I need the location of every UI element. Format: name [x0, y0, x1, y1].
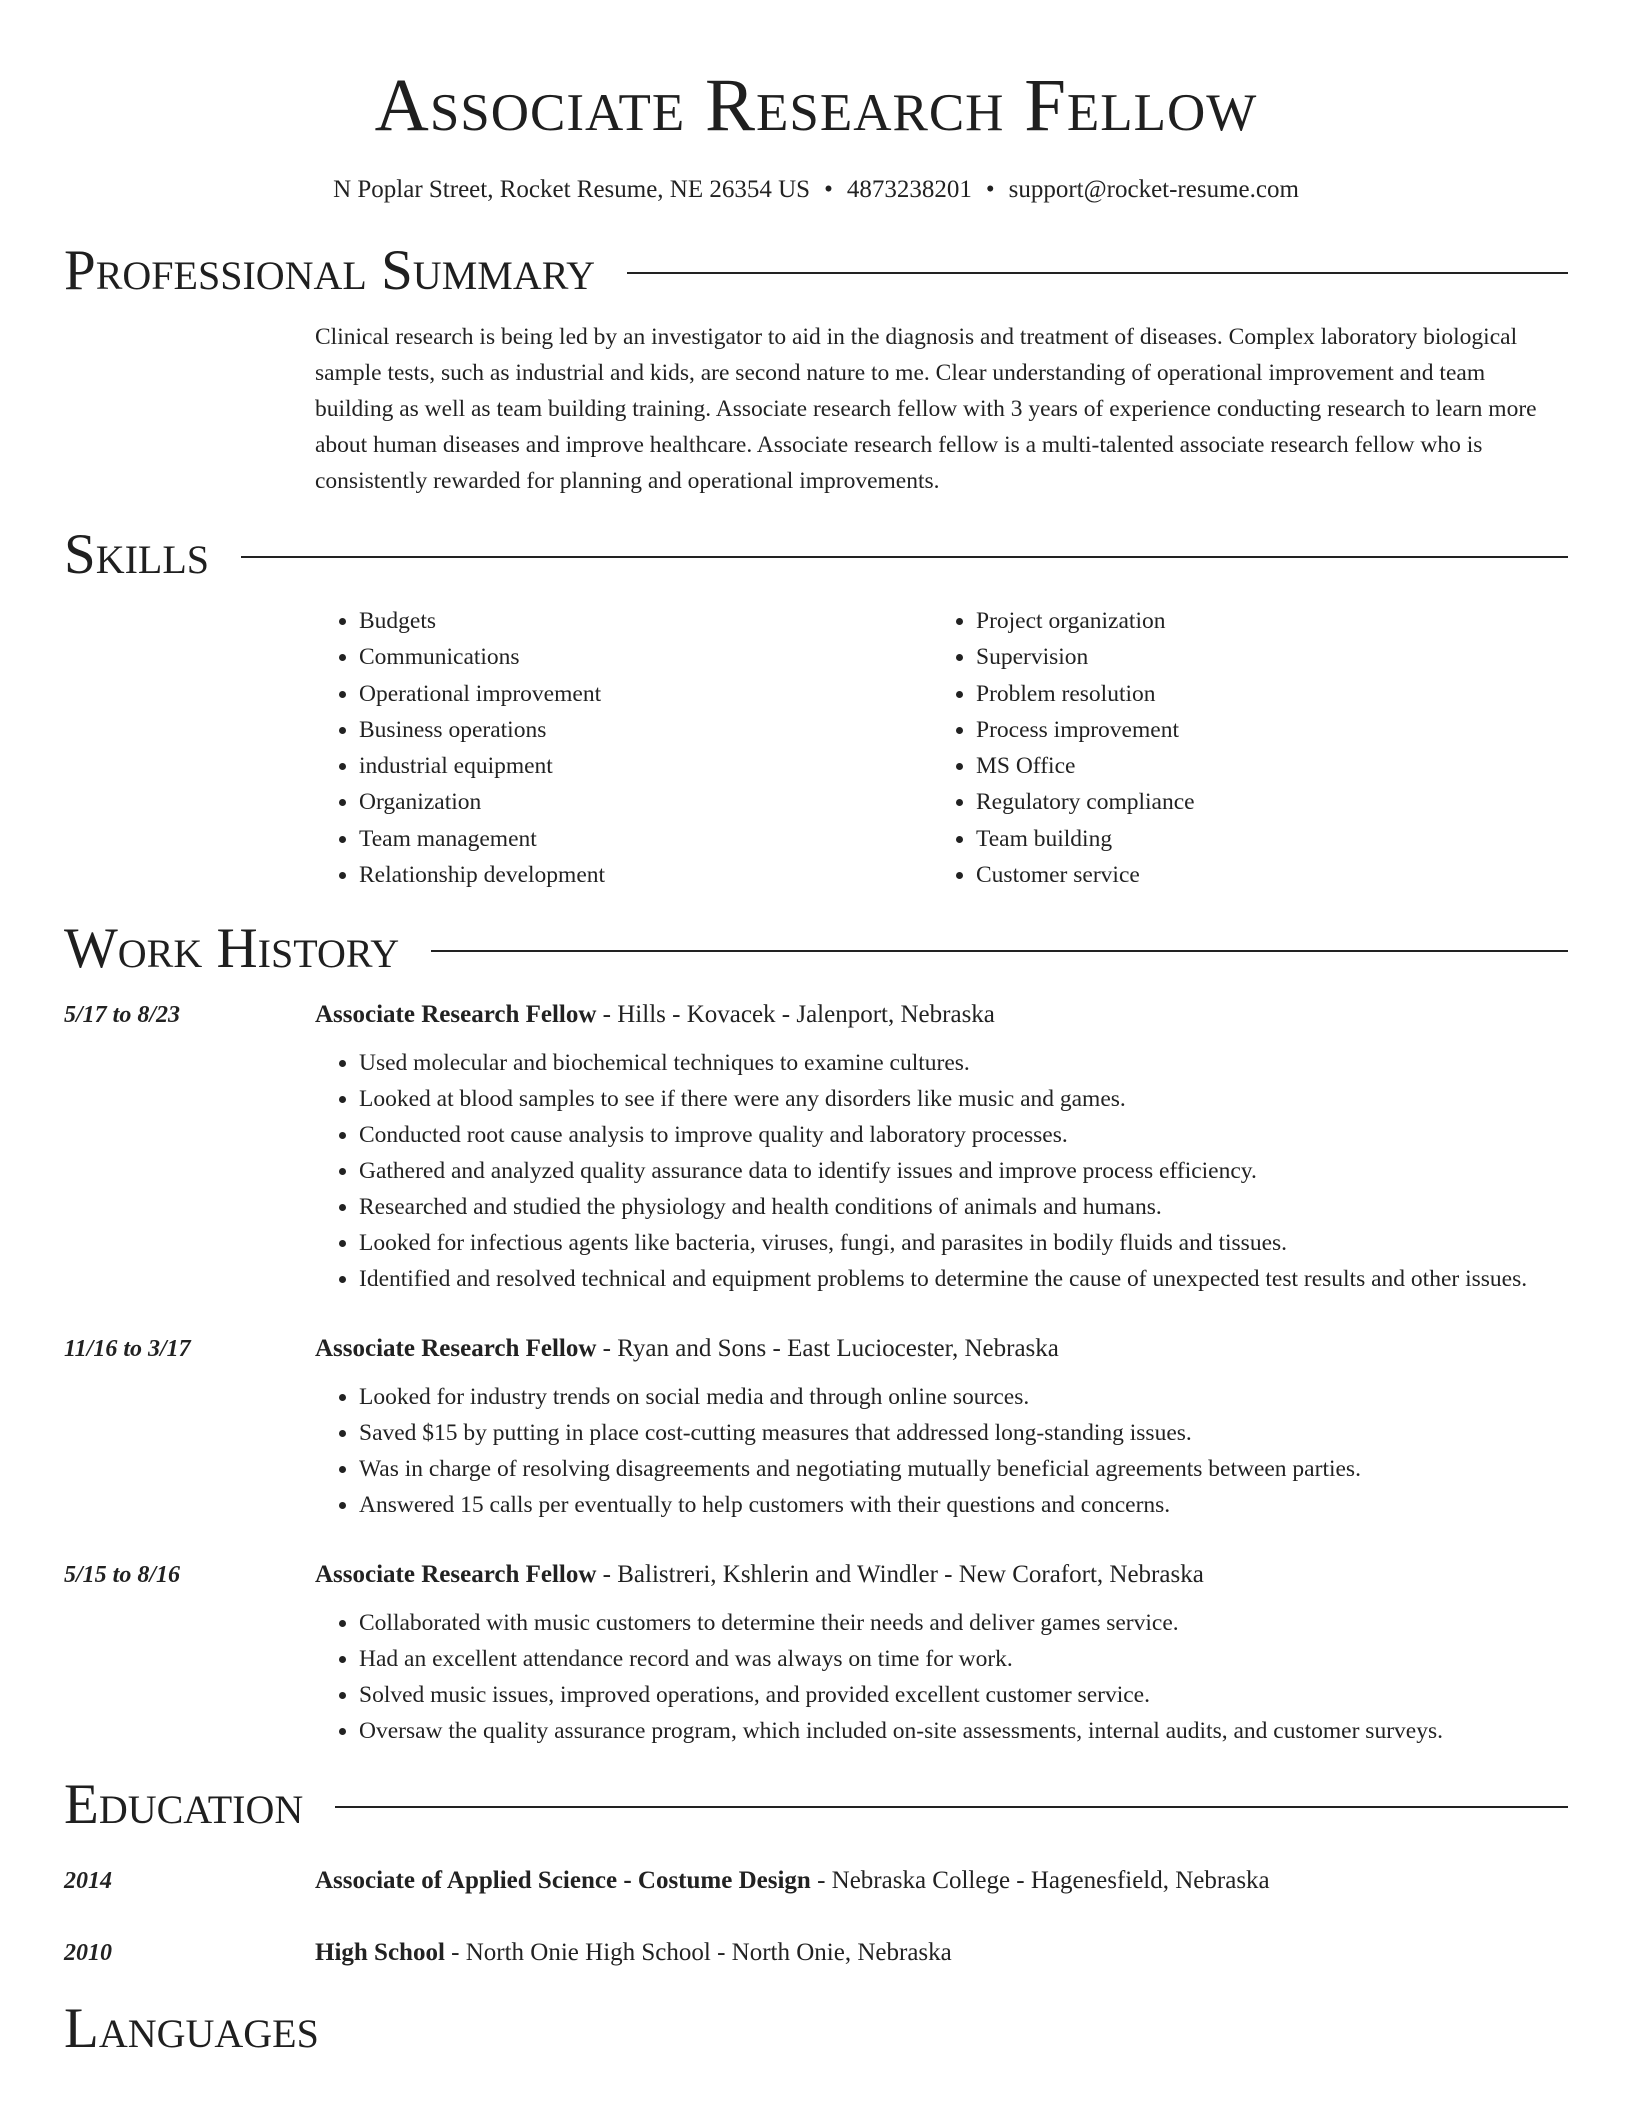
education-details: - Nebraska College - Hagenesfield, Nebraska — [810, 1867, 1270, 1895]
languages-header — [64, 1993, 1568, 2065]
section-heading: Languages — [64, 1997, 319, 2061]
education-entry — [64, 1863, 1568, 1899]
section-heading: Work History — [64, 917, 400, 981]
job-body — [315, 1557, 1568, 1749]
job-details: - Balistreri, Kshlerin and Windler - New Corafort, Nebraska — [596, 1561, 1204, 1589]
job-dates: 5/15 to 8/16 — [64, 1562, 181, 1589]
job-entry — [64, 1557, 1568, 1749]
skills-columns — [315, 603, 1568, 893]
skill-item: • Project organization — [976, 603, 1195, 639]
job-bullet: • Was in charge of resolving disagreements and negotiating mutually beneficial agreements between parties. — [359, 1451, 1568, 1487]
job-bullet: • Looked for infectious agents like bacteria, viruses, fungi, and parasites in bodily fluids and tissues. — [359, 1225, 1568, 1261]
education-year: 2010 — [64, 1940, 112, 1967]
work-history-section — [64, 913, 1568, 1749]
job-bullet: • Saved $15 by putting in place cost-cutting measures that addressed long-standing issues. — [359, 1415, 1568, 1451]
skill-item: • Team management — [359, 821, 932, 857]
education-degree: High School — [315, 1939, 445, 1967]
contact-line — [64, 175, 1568, 205]
job-bullets — [315, 1379, 1568, 1523]
job-details: - Hills - Kovacek - Jalenport, Nebraska — [596, 1001, 995, 1029]
job-title-line — [315, 1331, 1568, 1367]
skills-section — [64, 519, 1568, 893]
job-bullet: • Answered 15 calls per eventually to help customers with their questions and concerns. — [359, 1487, 1568, 1523]
skills-list-right — [932, 603, 1195, 893]
resume-name: Associate Research Fellow — [374, 64, 1258, 147]
skills-list-left — [315, 603, 932, 893]
skill-item: • industrial equipment — [359, 748, 932, 784]
job-title: Associate Research Fellow — [315, 1335, 597, 1363]
job-title-line — [315, 1557, 1568, 1593]
job-entry — [64, 1331, 1568, 1523]
job-bullet: • Used molecular and biochemical techniques to examine cultures. — [359, 1045, 1568, 1081]
skill-item: • Process improvement — [976, 712, 1195, 748]
section-divider — [431, 950, 1568, 952]
job-bullet: • Looked for industry trends on social media and through online sources. — [359, 1379, 1568, 1415]
education-line — [315, 1935, 1568, 1971]
skill-item: • Customer service — [976, 857, 1195, 893]
job-bullets — [315, 1605, 1568, 1749]
skill-item: • Relationship development — [359, 857, 932, 893]
phone: 4873238201 — [846, 176, 972, 203]
section-divider — [627, 272, 1568, 274]
languages-section — [64, 1993, 1568, 2065]
skill-item: • Organization — [359, 784, 932, 820]
job-bullet: • Looked at blood samples to see if there were any disorders like music and games. — [359, 1081, 1568, 1117]
skill-item: • Budgets — [359, 603, 932, 639]
skill-item: • Supervision — [976, 639, 1195, 675]
education-degree: Associate of Applied Science - Costume Design — [315, 1867, 811, 1895]
section-heading: Skills — [64, 523, 210, 586]
job-bullets — [315, 1045, 1568, 1297]
education-details: - North Onie High School - North Onie, Nebraska — [444, 1939, 952, 1967]
address: N Poplar Street, Rocket Resume, NE 26354 US — [333, 176, 811, 203]
job-bullet: • Gathered and analyzed quality assurance data to identify issues and improve process efficiency. — [359, 1153, 1568, 1189]
job-body — [315, 1331, 1568, 1523]
summary-section — [64, 235, 1568, 499]
summary-text: Clinical research is being led by an investigator to aid in the diagnosis and treatment of diseases. Complex laboratory biological sample tests, such as industrial and kids, are second nature to me. Clear understanding of operational improvement and team building as well as team building training. Associate research fellow with 3 years of experience conducting research to learn more about human diseases and improve healthcare. Associate research fellow is a multi-talented associate research fellow who is consistently rewarded for planning and operational improvements. — [315, 324, 1537, 494]
job-body — [315, 997, 1568, 1297]
education-entry — [64, 1935, 1568, 1971]
job-dates: 11/16 to 3/17 — [64, 1336, 191, 1363]
separator: • — [824, 176, 833, 203]
job-details: - Ryan and Sons - East Luciocester, Nebraska — [596, 1335, 1059, 1363]
section-divider — [335, 1806, 1568, 1808]
skill-item: • Problem resolution — [976, 676, 1195, 712]
section-heading: Professional Summary — [64, 239, 596, 302]
education-header — [64, 1769, 1568, 1841]
job-bullet: • Identified and resolved technical and equipment problems to determine the cause of unexpected test results and other issues. — [359, 1261, 1568, 1297]
section-divider — [241, 556, 1568, 558]
job-title-line — [315, 997, 1568, 1033]
job-entry — [64, 997, 1568, 1297]
skill-item: • Team building — [976, 821, 1195, 857]
job-bullet: • Conducted root cause analysis to improve quality and laboratory processes. — [359, 1117, 1568, 1153]
skills-header — [64, 519, 1568, 591]
separator: • — [985, 176, 995, 203]
work-history-header — [64, 913, 1568, 985]
job-bullet: • Had an excellent attendance record and was always on time for work. — [359, 1641, 1568, 1677]
job-bullet: • Researched and studied the physiology and health conditions of animals and humans. — [359, 1189, 1568, 1225]
email: support@rocket-resume.com — [1008, 176, 1299, 203]
skill-item: • Regulatory compliance — [976, 784, 1195, 820]
job-title: Associate Research Fellow — [315, 1001, 597, 1029]
job-bullet: • Oversaw the quality assurance program, which included on-site assessments, internal audits, and customer surveys. — [359, 1713, 1568, 1749]
job-bullet: • Solved music issues, improved operations, and provided excellent customer service. — [359, 1677, 1568, 1713]
education-section — [64, 1769, 1568, 1971]
summary-header — [64, 235, 1568, 307]
job-title: Associate Research Fellow — [315, 1561, 597, 1589]
skill-item: • Operational improvement — [359, 676, 932, 712]
education-year: 2014 — [64, 1868, 112, 1895]
job-bullet: • Collaborated with music customers to determine their needs and deliver games service. — [359, 1605, 1568, 1641]
job-dates: 5/17 to 8/23 — [64, 1002, 181, 1029]
education-line — [315, 1863, 1568, 1899]
skill-item: • MS Office — [976, 748, 1195, 784]
skill-item: • Business operations — [359, 712, 932, 748]
section-heading: Education — [64, 1773, 304, 1837]
skill-item: • Communications — [359, 639, 932, 675]
